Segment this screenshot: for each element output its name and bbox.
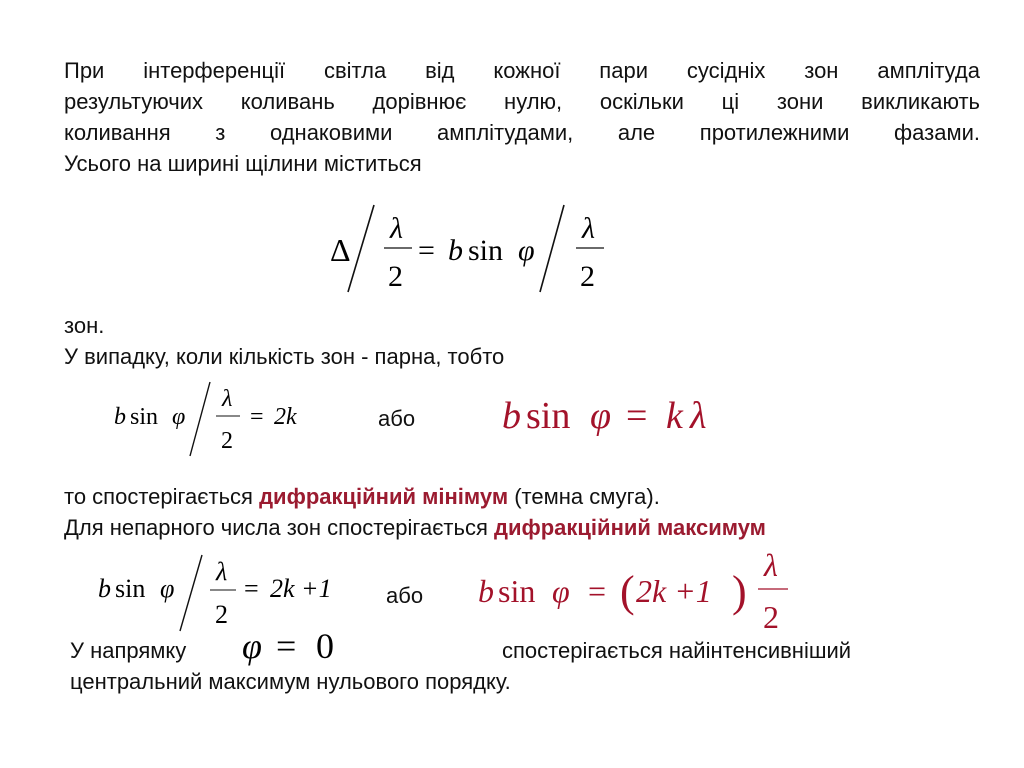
formula-right-paren: ) <box>732 567 747 616</box>
maximum-line <box>64 512 766 543</box>
final-line: центральний максимум нульового порядку. <box>70 669 511 694</box>
formula-lambda: λ <box>216 557 228 586</box>
formula-sin: sin <box>468 234 504 267</box>
line-even-case: У випадку, коли кількість зон - парна, тобто <box>64 344 505 369</box>
intro-line-3: коливання з однаковими амплітудами, але протилежними фазами. <box>64 120 980 145</box>
formula-phi: φ <box>242 626 262 666</box>
maximum-prefix: Для непарного числа зон спостерігається <box>64 515 494 540</box>
formula-zero-angle <box>240 622 350 668</box>
formula-sin: sin <box>130 404 159 430</box>
formula-two: 2 <box>215 600 228 629</box>
or-label-1: або <box>378 406 416 431</box>
formula-equals: = <box>418 234 435 267</box>
formula-equals: = <box>626 395 648 437</box>
formula-two: 2 <box>388 260 403 293</box>
formula-inner: 2k +1 <box>636 573 712 609</box>
formula-sin: sin <box>526 395 571 437</box>
formula-equals: = <box>588 573 607 609</box>
formula-zone-count <box>326 200 616 300</box>
formula-two: 2 <box>580 260 595 293</box>
formula-lambda: λ <box>222 386 233 412</box>
formula-sin: sin <box>498 573 536 609</box>
formula-lambda: λ <box>390 212 403 245</box>
formula-slash <box>190 382 210 456</box>
line-zon: зон. <box>64 313 105 338</box>
formula-phi: φ <box>160 574 175 603</box>
direction-prefix: У напрямку <box>70 638 187 663</box>
formula-odd-condition-simplified <box>474 544 804 636</box>
formula-equals: = <box>250 404 264 430</box>
formula-slash <box>540 205 564 292</box>
direction-suffix: спостерігається найінтенсивніший <box>502 638 852 663</box>
formula-rhs: 2k <box>274 404 297 430</box>
minimum-highlight: дифракційний мінімум <box>259 484 509 509</box>
formula-phi: φ <box>552 573 570 609</box>
minimum-prefix: то спостерігається <box>64 484 260 509</box>
formula-lambda: λ <box>582 212 595 245</box>
formula-slash <box>180 555 202 631</box>
intro-paragraph <box>64 55 980 179</box>
formula-lambda: λ <box>690 395 707 437</box>
formula-b: b <box>114 404 126 430</box>
formula-phi: φ <box>172 404 186 430</box>
minimum-line <box>64 481 660 512</box>
formula-rhs: 2k +1 <box>270 574 332 603</box>
formula-b: b <box>502 395 521 437</box>
formula-slash <box>348 205 374 292</box>
formula-equals: = <box>276 626 297 666</box>
formula-delta: Δ <box>330 232 351 268</box>
maximum-highlight: дифракційний максимум <box>493 515 766 540</box>
formula-two: 2 <box>763 599 779 635</box>
minimum-suffix: (темна смуга). <box>508 484 660 509</box>
formula-lambda: λ <box>764 547 778 583</box>
or-label-2: або <box>386 583 424 608</box>
formula-two: 2 <box>221 428 233 454</box>
formula-k: k <box>666 395 683 437</box>
intro-line-2: результуючих коливань дорівнює нулю, оскільки ці зони викликають <box>64 89 980 114</box>
intro-line-4: Усього на ширині щілини міститься <box>64 151 422 176</box>
formula-odd-condition <box>94 553 364 633</box>
formula-even-condition <box>110 380 320 460</box>
formula-phi: φ <box>590 395 612 437</box>
formula-b: b <box>478 573 494 609</box>
formula-sin: sin <box>115 574 146 603</box>
formula-zero: 0 <box>316 626 334 666</box>
formula-equals: = <box>244 574 259 603</box>
intro-line-1: При інтерференції світла від кожної пари сусідніх зон амплітуда <box>64 58 980 83</box>
formula-b: b <box>98 574 111 603</box>
formula-even-condition-simplified <box>500 388 730 444</box>
formula-phi: φ <box>518 234 535 267</box>
formula-b: b <box>448 234 463 267</box>
formula-left-paren: ( <box>620 567 635 616</box>
